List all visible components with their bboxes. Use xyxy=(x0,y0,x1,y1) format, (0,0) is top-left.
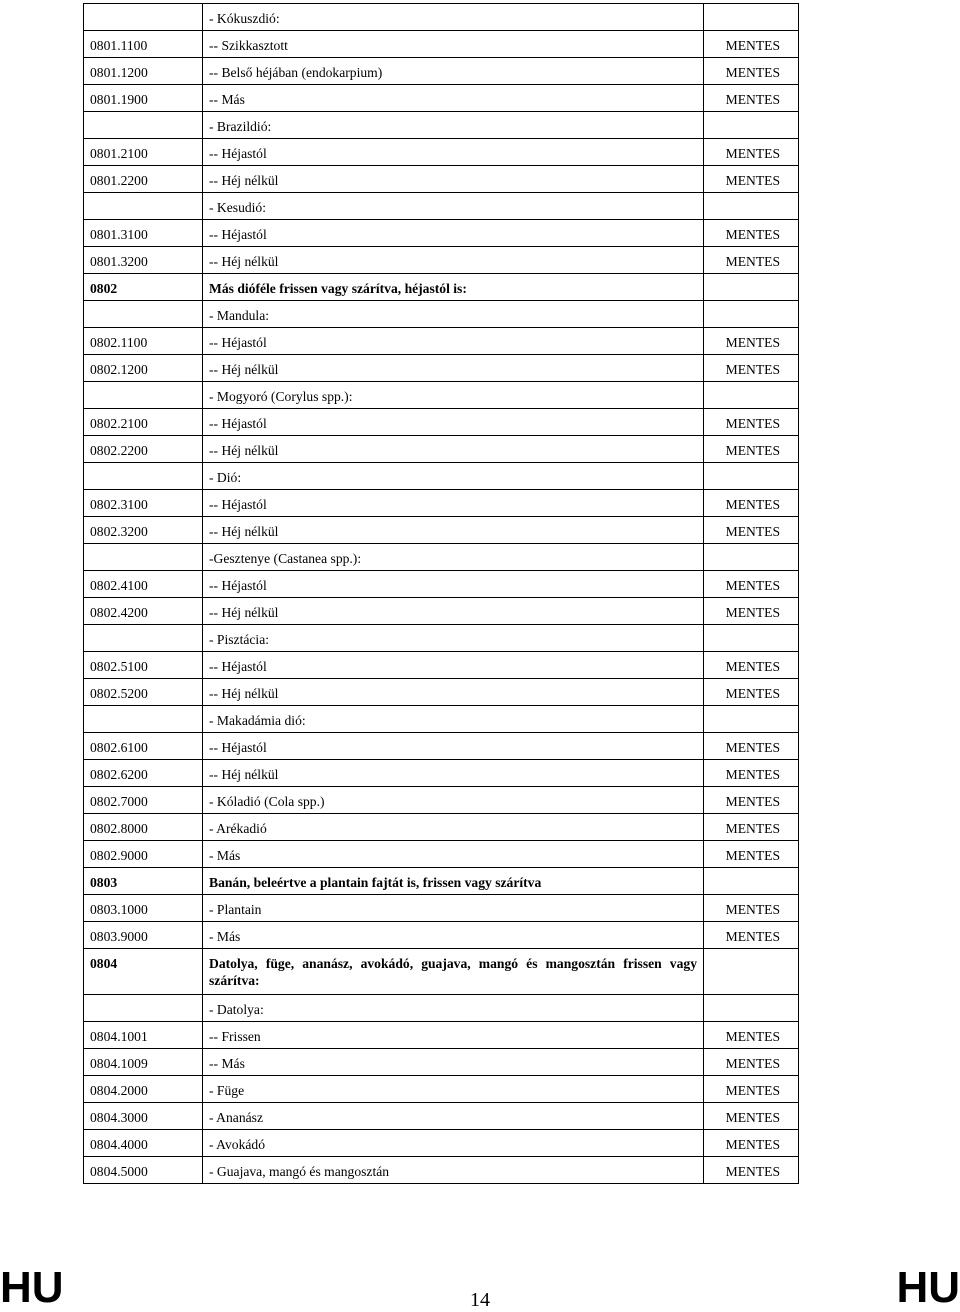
tariff-code-cell: 0804.2000 xyxy=(84,1076,203,1103)
table-row xyxy=(84,760,799,787)
tariff-code-cell: 0802.5100 xyxy=(84,652,203,679)
duty-rate-cell: MENTES xyxy=(704,328,799,355)
table-row xyxy=(84,85,799,112)
table-row xyxy=(84,166,799,193)
description-cell: - Kesudió: xyxy=(203,193,704,220)
duty-rate-cell: MENTES xyxy=(704,355,799,382)
tariff-code-cell: 0804.1009 xyxy=(84,1049,203,1076)
duty-rate-cell: MENTES xyxy=(704,814,799,841)
description-cell: -- Frissen xyxy=(203,1022,704,1049)
tariff-code-cell: 0804 xyxy=(84,949,203,995)
tariff-code-cell xyxy=(84,625,203,652)
duty-rate-cell xyxy=(704,706,799,733)
duty-rate-cell: MENTES xyxy=(704,1076,799,1103)
table-row xyxy=(84,1022,799,1049)
duty-rate-cell: MENTES xyxy=(704,598,799,625)
duty-rate-cell xyxy=(704,463,799,490)
table-row xyxy=(84,490,799,517)
description-cell: -- Más xyxy=(203,85,704,112)
tariff-code-cell: 0801.1100 xyxy=(84,31,203,58)
description-cell: -- Héjastól xyxy=(203,571,704,598)
tariff-code-cell: 0801.2200 xyxy=(84,166,203,193)
description-cell: -- Más xyxy=(203,1049,704,1076)
duty-rate-cell: MENTES xyxy=(704,139,799,166)
table-row xyxy=(84,1130,799,1157)
tariff-code-cell xyxy=(84,4,203,31)
tariff-code-cell: 0802.3200 xyxy=(84,517,203,544)
table-row xyxy=(84,463,799,490)
duty-rate-cell: MENTES xyxy=(704,1103,799,1130)
table-row xyxy=(84,139,799,166)
table-row xyxy=(84,355,799,382)
duty-rate-cell xyxy=(704,112,799,139)
table-row xyxy=(84,58,799,85)
table-row xyxy=(84,922,799,949)
description-cell: -- Héj nélkül xyxy=(203,598,704,625)
duty-rate-cell: MENTES xyxy=(704,895,799,922)
table-row xyxy=(84,625,799,652)
duty-rate-cell: MENTES xyxy=(704,652,799,679)
description-cell: - Mogyoró (Corylus spp.): xyxy=(203,382,704,409)
table-row xyxy=(84,949,799,995)
table-row xyxy=(84,787,799,814)
footer-country-code-left: HU xyxy=(0,1263,64,1312)
description-cell: - Plantain xyxy=(203,895,704,922)
description-cell: -- Héjastól xyxy=(203,409,704,436)
duty-rate-cell: MENTES xyxy=(704,1130,799,1157)
description-cell: -- Belső héjában (endokarpium) xyxy=(203,58,704,85)
duty-rate-cell xyxy=(704,4,799,31)
table-row xyxy=(84,868,799,895)
tariff-table xyxy=(83,3,799,1184)
table-row xyxy=(84,544,799,571)
description-cell: -- Héj nélkül xyxy=(203,517,704,544)
tariff-code-cell: 0803.1000 xyxy=(84,895,203,922)
tariff-code-cell xyxy=(84,544,203,571)
description-cell: - Dió: xyxy=(203,463,704,490)
table-row xyxy=(84,571,799,598)
tariff-code-cell: 0802.7000 xyxy=(84,787,203,814)
description-cell: -- Héjastól xyxy=(203,652,704,679)
tariff-code-cell xyxy=(84,463,203,490)
description-cell: - Más xyxy=(203,841,704,868)
duty-rate-cell: MENTES xyxy=(704,517,799,544)
description-cell: - Brazildió: xyxy=(203,112,704,139)
duty-rate-cell xyxy=(704,949,799,995)
description-cell: - Arékadió xyxy=(203,814,704,841)
duty-rate-cell: MENTES xyxy=(704,436,799,463)
description-cell: -- Héjastól xyxy=(203,733,704,760)
tariff-code-cell: 0801.3100 xyxy=(84,220,203,247)
tariff-code-cell xyxy=(84,301,203,328)
description-cell: - Más xyxy=(203,922,704,949)
duty-rate-cell: MENTES xyxy=(704,31,799,58)
table-row xyxy=(84,301,799,328)
description-cell: -- Héj nélkül xyxy=(203,355,704,382)
description-cell: Más dióféle frissen vagy szárítva, héjastól is: xyxy=(203,274,704,301)
table-row xyxy=(84,706,799,733)
description-cell: -- Héj nélkül xyxy=(203,247,704,274)
duty-rate-cell xyxy=(704,301,799,328)
tariff-code-cell: 0802.6100 xyxy=(84,733,203,760)
description-cell: -- Szikkasztott xyxy=(203,31,704,58)
duty-rate-cell: MENTES xyxy=(704,220,799,247)
duty-rate-cell: MENTES xyxy=(704,166,799,193)
page-number: 14 xyxy=(470,1289,490,1311)
tariff-code-cell xyxy=(84,193,203,220)
duty-rate-cell: MENTES xyxy=(704,841,799,868)
table-row xyxy=(84,814,799,841)
tariff-code-cell: 0801.1900 xyxy=(84,85,203,112)
description-cell: -Gesztenye (Castanea spp.): xyxy=(203,544,704,571)
table-row xyxy=(84,1103,799,1130)
table-row xyxy=(84,1049,799,1076)
table-row xyxy=(84,1076,799,1103)
duty-rate-cell: MENTES xyxy=(704,490,799,517)
description-cell: - Avokádó xyxy=(203,1130,704,1157)
description-cell: -- Héj nélkül xyxy=(203,760,704,787)
tariff-code-cell xyxy=(84,382,203,409)
tariff-code-cell: 0802.4200 xyxy=(84,598,203,625)
description-cell: -- Héjastól xyxy=(203,139,704,166)
table-row xyxy=(84,598,799,625)
duty-rate-cell: MENTES xyxy=(704,58,799,85)
tariff-code-cell xyxy=(84,112,203,139)
footer-country-code-right: HU xyxy=(896,1263,960,1312)
tariff-code-cell: 0802.2200 xyxy=(84,436,203,463)
tariff-table-body xyxy=(84,4,799,1184)
duty-rate-cell: MENTES xyxy=(704,733,799,760)
table-row xyxy=(84,31,799,58)
duty-rate-cell: MENTES xyxy=(704,787,799,814)
table-row xyxy=(84,679,799,706)
duty-rate-cell: MENTES xyxy=(704,1049,799,1076)
tariff-code-cell xyxy=(84,995,203,1022)
duty-rate-cell: MENTES xyxy=(704,571,799,598)
description-cell: -- Héj nélkül xyxy=(203,166,704,193)
description-cell: -- Héj nélkül xyxy=(203,436,704,463)
duty-rate-cell: MENTES xyxy=(704,760,799,787)
table-row xyxy=(84,517,799,544)
table-row xyxy=(84,409,799,436)
tariff-code-cell: 0802.5200 xyxy=(84,679,203,706)
table-row xyxy=(84,895,799,922)
duty-rate-cell: MENTES xyxy=(704,247,799,274)
tariff-code-cell: 0804.5000 xyxy=(84,1157,203,1184)
duty-rate-cell xyxy=(704,274,799,301)
tariff-code-cell: 0802.6200 xyxy=(84,760,203,787)
table-row xyxy=(84,652,799,679)
duty-rate-cell: MENTES xyxy=(704,922,799,949)
duty-rate-cell: MENTES xyxy=(704,1022,799,1049)
description-cell: - Füge xyxy=(203,1076,704,1103)
tariff-code-cell: 0804.4000 xyxy=(84,1130,203,1157)
tariff-code-cell: 0801.1200 xyxy=(84,58,203,85)
tariff-code-cell: 0802.2100 xyxy=(84,409,203,436)
duty-rate-cell xyxy=(704,544,799,571)
duty-rate-cell: MENTES xyxy=(704,1157,799,1184)
tariff-code-cell: 0802.3100 xyxy=(84,490,203,517)
tariff-code-cell: 0803 xyxy=(84,868,203,895)
table-row xyxy=(84,733,799,760)
description-cell: - Pisztácia: xyxy=(203,625,704,652)
description-cell: Datolya, füge, ananász, avokádó, guajava, mangó és mangosztán frissen vagy szárítva: xyxy=(203,949,704,995)
duty-rate-cell: MENTES xyxy=(704,679,799,706)
duty-rate-cell xyxy=(704,868,799,895)
tariff-code-cell: 0803.9000 xyxy=(84,922,203,949)
description-cell: - Mandula: xyxy=(203,301,704,328)
description-cell: - Ananász xyxy=(203,1103,704,1130)
table-row xyxy=(84,274,799,301)
table-row xyxy=(84,220,799,247)
tariff-code-cell: 0801.2100 xyxy=(84,139,203,166)
tariff-code-cell: 0802.8000 xyxy=(84,814,203,841)
tariff-code-cell: 0802 xyxy=(84,274,203,301)
tariff-code-cell: 0802.1200 xyxy=(84,355,203,382)
tariff-code-cell: 0804.1001 xyxy=(84,1022,203,1049)
tariff-code-cell: 0802.9000 xyxy=(84,841,203,868)
table-row xyxy=(84,328,799,355)
description-cell: Banán, beleértve a plantain fajtát is, frissen vagy szárítva xyxy=(203,868,704,895)
description-cell: -- Héj nélkül xyxy=(203,679,704,706)
tariff-code-cell: 0802.1100 xyxy=(84,328,203,355)
duty-rate-cell: MENTES xyxy=(704,409,799,436)
tariff-code-cell xyxy=(84,706,203,733)
table-row xyxy=(84,436,799,463)
description-cell: -- Héjastól xyxy=(203,328,704,355)
table-row xyxy=(84,112,799,139)
table-row xyxy=(84,4,799,31)
table-row xyxy=(84,995,799,1022)
table-row xyxy=(84,841,799,868)
description-cell: - Kókuszdió: xyxy=(203,4,704,31)
description-cell: -- Héjastól xyxy=(203,220,704,247)
duty-rate-cell xyxy=(704,193,799,220)
duty-rate-cell: MENTES xyxy=(704,85,799,112)
tariff-code-cell: 0804.3000 xyxy=(84,1103,203,1130)
description-cell: - Datolya: xyxy=(203,995,704,1022)
duty-rate-cell xyxy=(704,995,799,1022)
description-cell: -- Héjastól xyxy=(203,490,704,517)
tariff-code-cell: 0801.3200 xyxy=(84,247,203,274)
table-row xyxy=(84,247,799,274)
table-row xyxy=(84,382,799,409)
duty-rate-cell xyxy=(704,625,799,652)
table-row xyxy=(84,193,799,220)
tariff-code-cell: 0802.4100 xyxy=(84,571,203,598)
duty-rate-cell xyxy=(704,382,799,409)
description-cell: - Makadámia dió: xyxy=(203,706,704,733)
table-row xyxy=(84,1157,799,1184)
description-cell: - Kóladió (Cola spp.) xyxy=(203,787,704,814)
description-cell: - Guajava, mangó és mangosztán xyxy=(203,1157,704,1184)
